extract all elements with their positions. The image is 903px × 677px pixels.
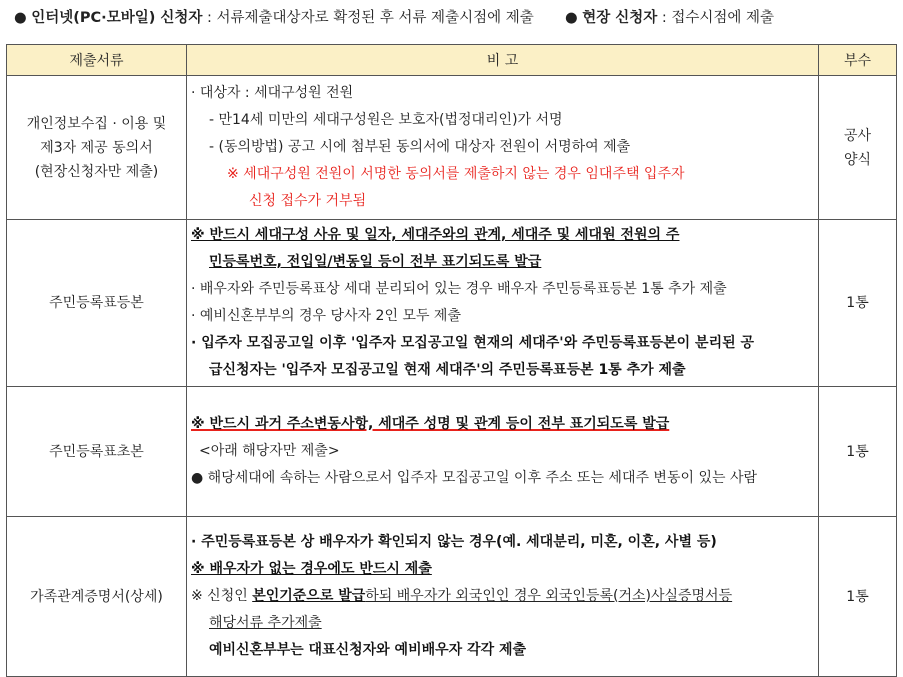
note-line: 민등록번호, 전입일/변동일 등이 전부 표기되도록 발급 <box>209 254 542 270</box>
note-line: ※ 반드시 과거 주소변동사항, 세대주 성명 및 관계 등이 전부 표기되도록 발급 <box>191 416 670 432</box>
note-line: · 배우자와 주민등록표상 세대 분리되어 있는 경우 배우자 주민등록표등본 1통 추가 제출 <box>191 281 727 297</box>
note-line: ● 해당세대에 속하는 사람으로서 입주자 모집공고일 이후 주소 또는 세대주 변동이 있는 사람 <box>191 470 758 486</box>
doc-name-cell: 주민등록표초본 <box>7 387 187 517</box>
table-row <box>7 387 897 517</box>
table-row <box>7 517 897 677</box>
note-line: · 입주자 모집공고일 이후 '입주자 모집공고일 현재의 세대주'와 주민등록표등본이 분리된 공 <box>191 335 755 351</box>
doc-name-cell: 가족관계증명서(상세) <box>7 517 187 677</box>
col-header-document: 제출서류 <box>7 45 187 76</box>
online-applicant-desc: : 서류제출대상자로 확정된 후 서류 제출시점에 제출 <box>202 10 534 26</box>
note-line: - (동의방법) 공고 시에 첨부된 동의서에 대상자 전원이 서명하여 제출 <box>209 139 631 155</box>
col-header-copies: 부수 <box>819 45 897 76</box>
warning-line: 신청 접수가 거부됨 <box>249 193 367 209</box>
copies-cell: 공사 양식 <box>819 76 897 220</box>
note-line: ※ 신청인 본인기준으로 발급하되 배우자가 외국인인 경우 외국인등록(거소)사실증명서등 <box>191 588 733 604</box>
doc-name-cell: 주민등록표등본 <box>7 220 187 387</box>
note-line: ※ 배우자가 없는 경우에도 반드시 제출 <box>191 561 432 577</box>
doc-name-cell: 개인정보수집 · 이용 및 제3자 제공 동의서 (현장신청자만 제출) <box>7 76 187 220</box>
remarks-cell <box>187 517 819 677</box>
online-applicant-label: 인터넷(PC·모바일) 신청자 <box>31 10 203 26</box>
note-line: · 주민등록표등본 상 배우자가 확인되지 않는 경우(예. 세대분리, 미혼, 이혼, 사별 등) <box>191 534 717 550</box>
submission-timing-notice <box>14 4 894 32</box>
note-line: - 만14세 미만의 세대구성원은 보호자(법정대리인)가 서명 <box>209 112 563 128</box>
note-line: 해당서류 추가제출 <box>209 615 322 631</box>
remarks-cell <box>187 76 819 220</box>
onsite-applicant-label: 현장 신청자 <box>582 10 658 26</box>
copies-cell: 1통 <box>819 517 897 677</box>
col-header-remarks: 비 고 <box>187 45 819 76</box>
table-row <box>7 76 897 220</box>
warning-line: ※ 세대구성원 전원이 서명한 동의서를 제출하지 않는 경우 임대주택 입주자 <box>227 166 685 182</box>
online-bullet-icon: ● <box>14 10 27 26</box>
remarks-cell <box>187 387 819 517</box>
table-row <box>7 220 897 387</box>
table-header-row <box>7 45 897 76</box>
note-line: 급신청자는 '입주자 모집공고일 현재 세대주'의 주민등록표등본 1통 추가 제출 <box>209 362 686 378</box>
note-line: · 예비신혼부부의 경우 당사자 2인 모두 제출 <box>191 308 461 324</box>
note-line: ※ 반드시 세대구성 사유 및 일자, 세대주와의 관계, 세대주 및 세대원 전원의 주 <box>191 227 680 243</box>
copies-cell: 1통 <box>819 220 897 387</box>
copies-cell: 1통 <box>819 387 897 517</box>
documents-table <box>6 44 897 677</box>
note-line: 예비신혼부부는 대표신청자와 예비배우자 각각 제출 <box>209 642 527 658</box>
onsite-applicant-desc: : 접수시점에 제출 <box>657 10 775 26</box>
note-line: <아래 해당자만 제출> <box>199 443 340 459</box>
remarks-cell <box>187 220 819 387</box>
onsite-bullet-icon: ● <box>564 10 578 26</box>
note-line: · 대상자 : 세대구성원 전원 <box>191 85 354 101</box>
